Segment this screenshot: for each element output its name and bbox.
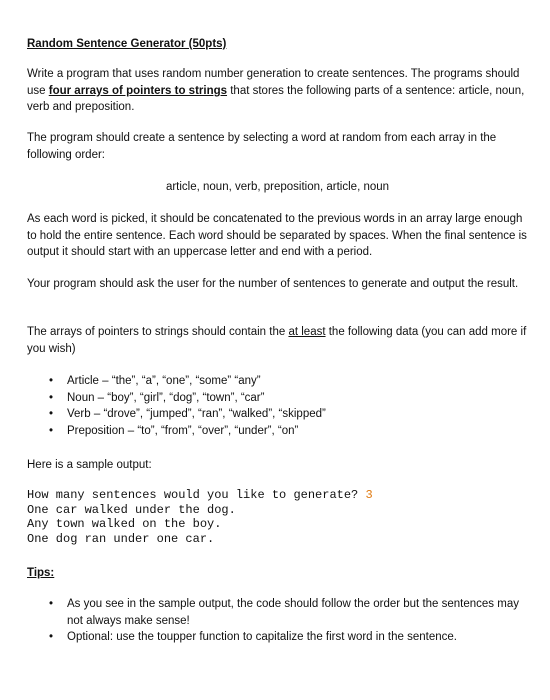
arrays-intro-underlined: at least — [288, 326, 326, 338]
sample-intro: Here is a sample output: — [27, 459, 152, 471]
tip-item-toupper: • Optional: use the toupper function to capitalize the first word in the sentence. — [27, 629, 528, 646]
arrays-intro-before: The arrays of pointers to strings should contain the — [27, 326, 289, 338]
ask-paragraph: Your program should ask the user for the number of sentences to generate and output the result. — [27, 278, 519, 290]
sample-line-3: One dog ran under one car. — [27, 531, 215, 546]
order-line: article, noun, verb, preposition, article, noun — [165, 181, 390, 193]
list-item-verb: • Verb – “drove”, “jumped”, “ran”, “walked”, “skipped” — [27, 406, 528, 423]
intro-text-before: Write a program that uses random number generation to create sentences. The programs should use — [27, 68, 520, 97]
tips-heading: Tips: — [27, 567, 55, 579]
sample-line-2: Any town walked on the boy. — [27, 517, 222, 531]
arrays-intro-after: the following data (you can add more if you wish) — [27, 326, 527, 355]
list-item-noun: • Noun – “boy”, “girl”, “dog”, “town”, “car” — [27, 390, 528, 407]
tip-item-order: • As you see in the sample output, the code should follow the order but the sentences may not always make sense! — [27, 596, 528, 629]
sample-output — [27, 488, 528, 546]
sample-line-1: One car walked under the dog. — [27, 502, 236, 517]
order-intro-paragraph: The program should create a sentence by selecting a word at random from each array in the following order: — [27, 132, 497, 161]
page-title: Random Sentence Generator (50pts) — [27, 38, 227, 50]
arrays-list — [27, 373, 528, 440]
list-item-article: • Article – “the”, “a”, “one”, “some” “any” — [27, 373, 528, 390]
sample-input-value: 3 — [365, 488, 373, 502]
arrays-intro-paragraph — [27, 324, 528, 357]
list-item-preposition: • Preposition – “to”, “from”, “over”, “under”, “on” — [27, 423, 528, 440]
intro-text-after: that stores the following parts of a sentence: article, noun, verb and preposition. — [27, 84, 525, 114]
intro-emphasis: four arrays of pointers to strings — [48, 84, 228, 97]
concat-paragraph: As each word is picked, it should be concatenated to the previous words in an array large enough to hold the entire sentence. Each word should be separated by spaces. When the final sentence is output it should start with an uppercase letter and end with a period. — [27, 213, 527, 259]
intro-paragraph — [27, 66, 528, 116]
sample-prompt: How many sentences would you like to generate? — [27, 488, 366, 502]
tips-list — [27, 596, 528, 646]
